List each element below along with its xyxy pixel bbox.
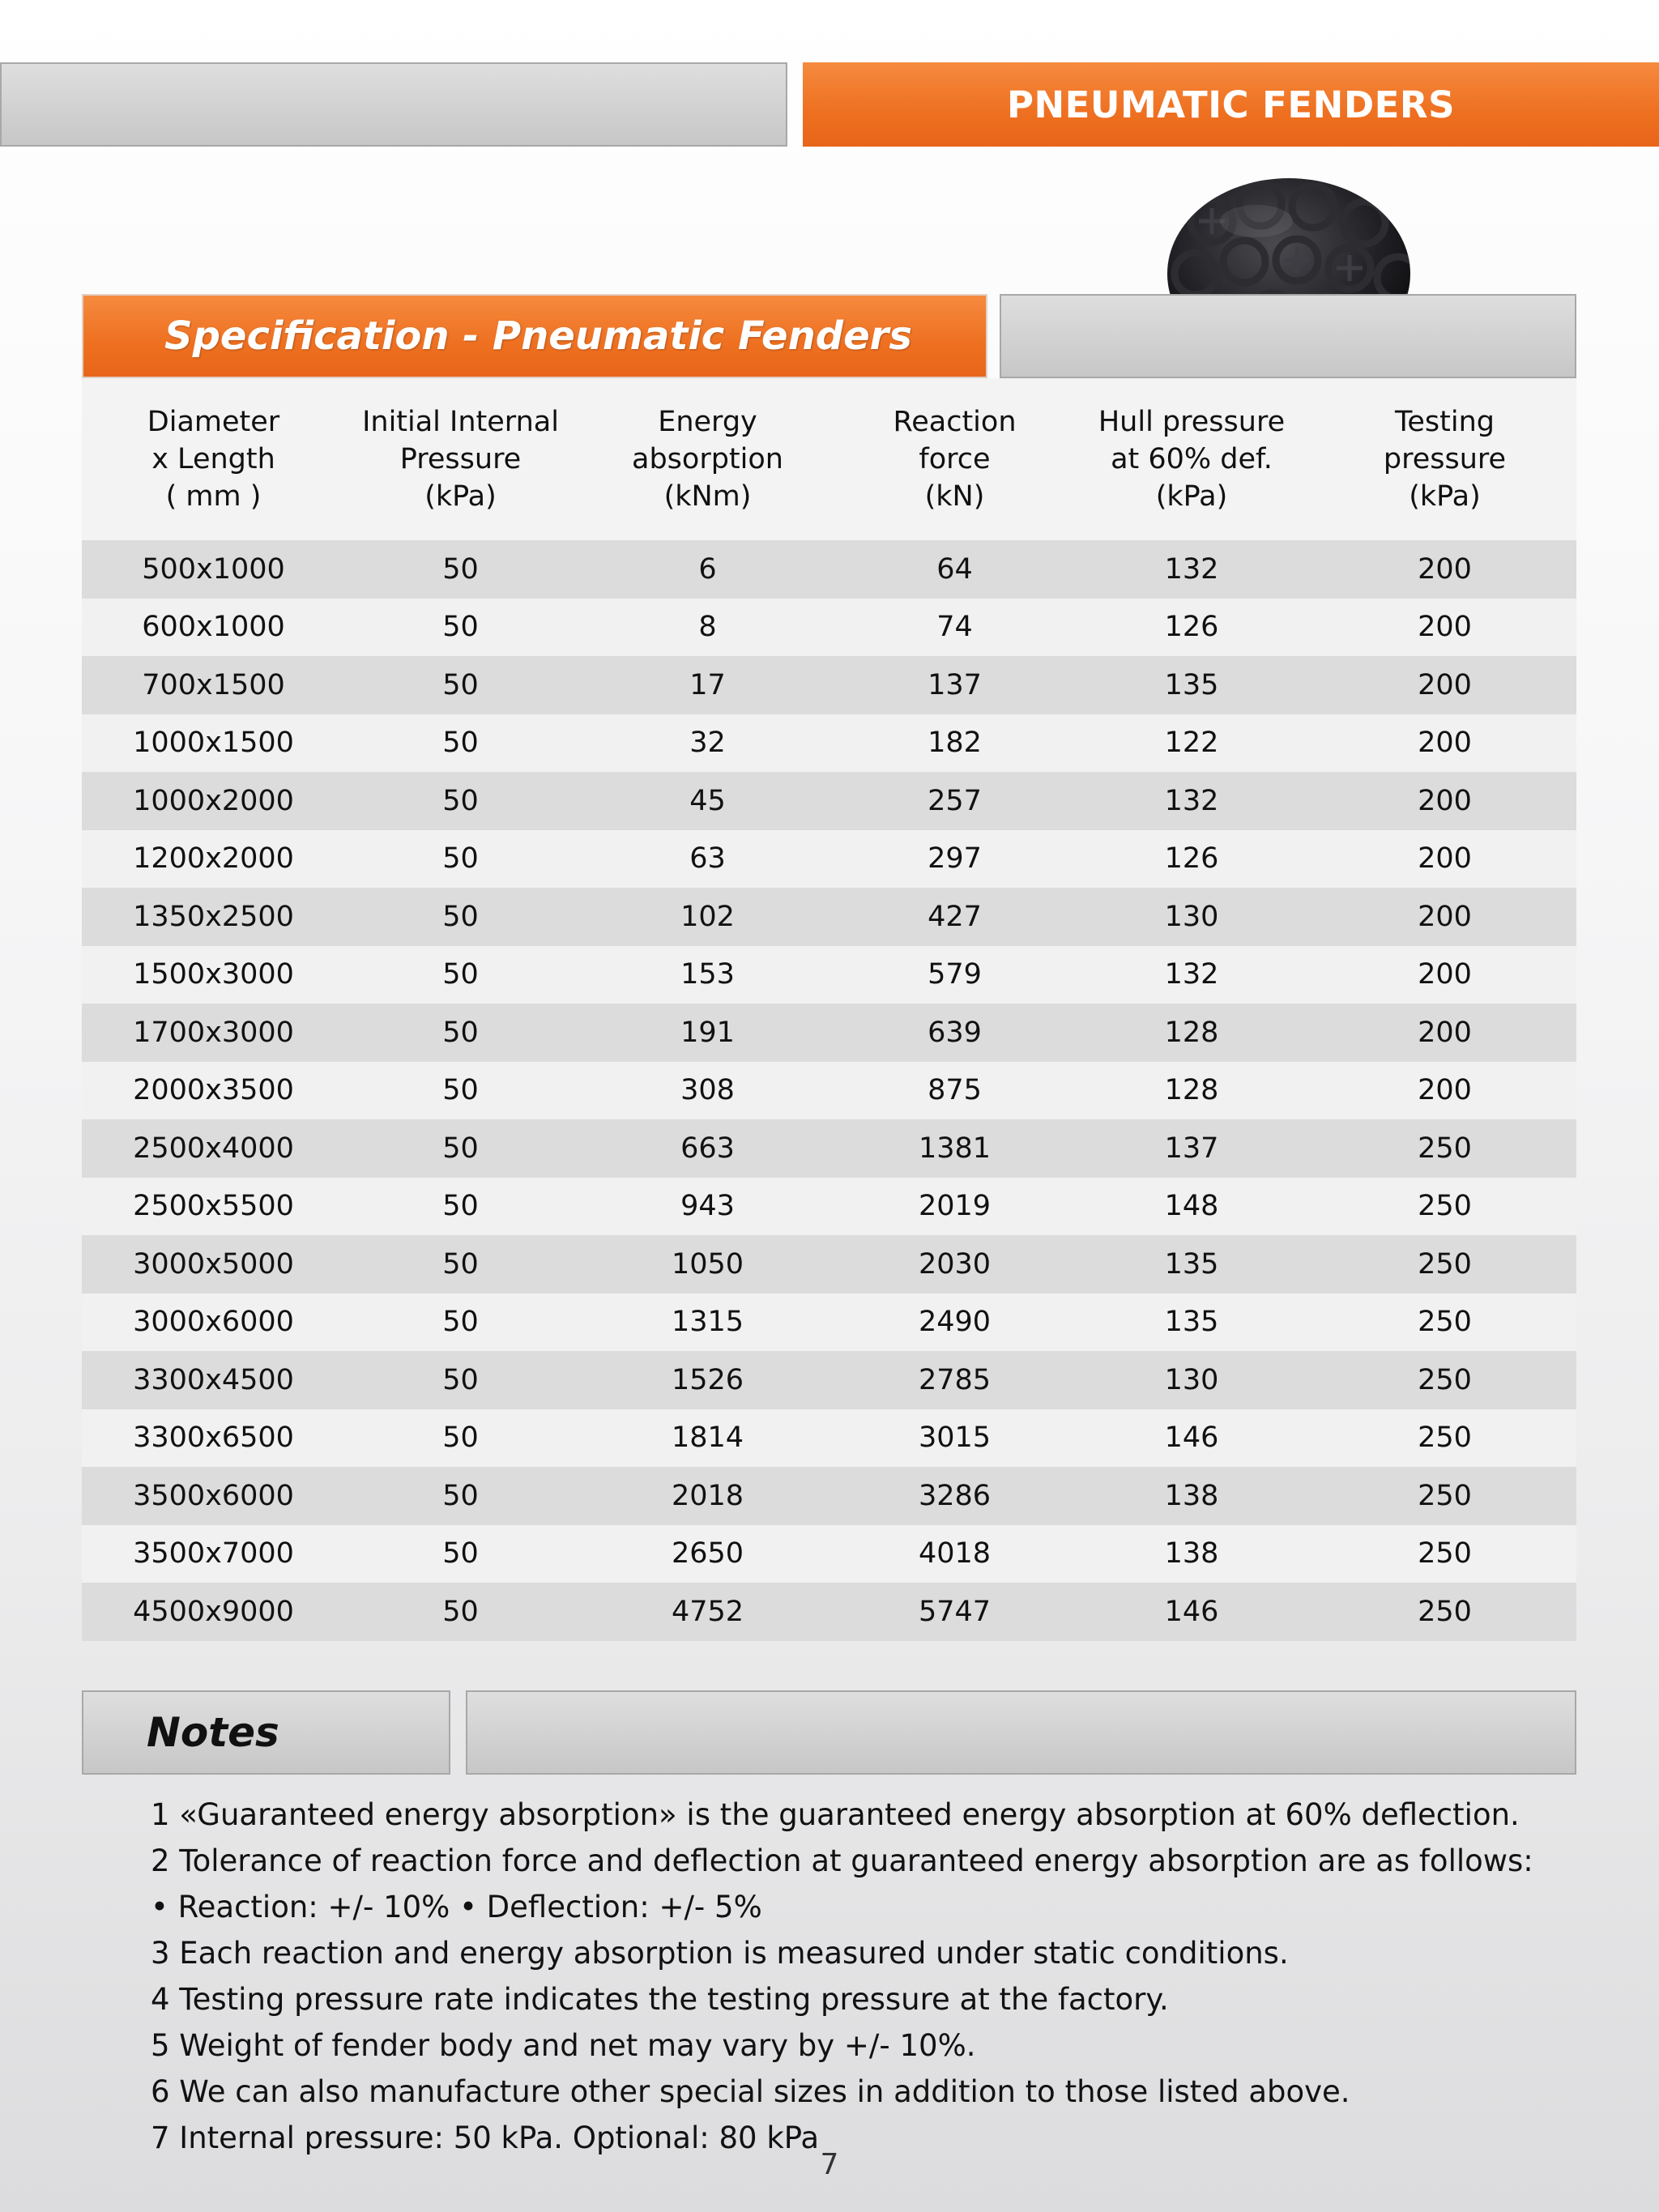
table-cell: 102 xyxy=(576,888,839,946)
table-cell: 943 xyxy=(576,1178,839,1236)
table-cell: 138 xyxy=(1070,1467,1313,1525)
table-cell: 2030 xyxy=(839,1235,1070,1294)
table-cell: 8 xyxy=(576,599,839,657)
note-item: 2 Tolerance of reaction force and deflection at guaranteed energy absorption are as follows: xyxy=(151,1843,1533,1878)
table-cell: 427 xyxy=(839,888,1070,946)
table-cell: 308 xyxy=(576,1062,839,1120)
table-cell: 132 xyxy=(1070,540,1313,599)
table-row xyxy=(82,540,1576,599)
header-reaction-force: Reaction force (kN) xyxy=(839,378,1070,540)
page-number: 7 xyxy=(820,2148,839,2181)
table-cell: 1350x2500 xyxy=(82,888,345,946)
table-cell: 50 xyxy=(345,599,576,657)
table-cell: 6 xyxy=(576,540,839,599)
table-cell: 200 xyxy=(1313,1004,1576,1062)
note-item: • Reaction: +/- 10% • Deflection: +/- 5% xyxy=(151,1890,762,1924)
table-cell: 50 xyxy=(345,946,576,1004)
table-cell: 200 xyxy=(1313,888,1576,946)
table-cell: 3300x4500 xyxy=(82,1351,345,1409)
table-cell: 4752 xyxy=(576,1583,839,1641)
table-row xyxy=(82,1178,1576,1236)
table-cell: 148 xyxy=(1070,1178,1313,1236)
table-cell: 182 xyxy=(839,714,1070,773)
table-cell: 639 xyxy=(839,1004,1070,1062)
table-cell: 3015 xyxy=(839,1409,1070,1468)
table-cell: 130 xyxy=(1070,1351,1313,1409)
table-cell: 1315 xyxy=(576,1294,839,1352)
table-cell: 50 xyxy=(345,830,576,889)
table-cell: 200 xyxy=(1313,599,1576,657)
table-cell: 50 xyxy=(345,1235,576,1294)
table-cell: 45 xyxy=(576,772,839,830)
note-item: 1 «Guaranteed energy absorption» is the guaranteed energy absorption at 60% deflection. xyxy=(151,1797,1520,1832)
note-item: 3 Each reaction and energy absorption is measured under static conditions. xyxy=(151,1936,1289,1971)
table-row xyxy=(82,1583,1576,1641)
table-cell: 579 xyxy=(839,946,1070,1004)
table-cell: 250 xyxy=(1313,1583,1576,1641)
table-cell: 4018 xyxy=(839,1525,1070,1583)
table-cell: 875 xyxy=(839,1062,1070,1120)
header-testing-pressure: Testing pressure (kPa) xyxy=(1313,378,1576,540)
table-cell: 600x1000 xyxy=(82,599,345,657)
table-cell: 50 xyxy=(345,1351,576,1409)
table-cell: 1000x2000 xyxy=(82,772,345,830)
table-row xyxy=(82,1062,1576,1120)
note-item: 4 Testing pressure rate indicates the testing pressure at the factory. xyxy=(151,1982,1169,2017)
header-hull-pressure: Hull pressure at 60% def. (kPa) xyxy=(1070,378,1313,540)
table-cell: 50 xyxy=(345,1467,576,1525)
table-row xyxy=(82,946,1576,1004)
table-cell: 126 xyxy=(1070,830,1313,889)
table-body xyxy=(82,540,1576,1641)
note-item: 7 Internal pressure: 50 kPa. Optional: 80 kPa xyxy=(151,2120,820,2155)
notes-list xyxy=(151,1792,1609,2161)
notes-title: Notes xyxy=(147,1709,279,1756)
table-cell: 137 xyxy=(1070,1119,1313,1178)
header-initial-pressure: Initial Internal Pressure (kPa) xyxy=(345,378,576,540)
table-cell: 50 xyxy=(345,1583,576,1641)
table-cell: 50 xyxy=(345,888,576,946)
table-cell: 3500x7000 xyxy=(82,1525,345,1583)
table-cell: 63 xyxy=(576,830,839,889)
table-cell: 138 xyxy=(1070,1525,1313,1583)
table-row xyxy=(82,1525,1576,1583)
table-cell: 50 xyxy=(345,714,576,773)
table-cell: 4500x9000 xyxy=(82,1583,345,1641)
table-row xyxy=(82,1004,1576,1062)
table-cell: 50 xyxy=(345,1119,576,1178)
notes-title-bar xyxy=(82,1690,450,1775)
table-cell: 2018 xyxy=(576,1467,839,1525)
table-cell: 250 xyxy=(1313,1351,1576,1409)
table-cell: 122 xyxy=(1070,714,1313,773)
table-cell: 135 xyxy=(1070,1294,1313,1352)
table-cell: 135 xyxy=(1070,1235,1313,1294)
table-cell: 64 xyxy=(839,540,1070,599)
table-cell: 126 xyxy=(1070,599,1313,657)
table-cell: 1500x3000 xyxy=(82,946,345,1004)
table-row xyxy=(82,1235,1576,1294)
table-cell: 700x1500 xyxy=(82,656,345,714)
table-row xyxy=(82,830,1576,889)
table-cell: 74 xyxy=(839,599,1070,657)
table-row xyxy=(82,714,1576,773)
table-cell: 2500x4000 xyxy=(82,1119,345,1178)
table-row xyxy=(82,888,1576,946)
table-cell: 3000x6000 xyxy=(82,1294,345,1352)
table-cell: 200 xyxy=(1313,946,1576,1004)
table-cell: 250 xyxy=(1313,1525,1576,1583)
table-cell: 257 xyxy=(839,772,1070,830)
spec-title: Specification - Pneumatic Fenders xyxy=(164,313,912,359)
table-cell: 2490 xyxy=(839,1294,1070,1352)
table-cell: 250 xyxy=(1313,1178,1576,1236)
table-cell: 128 xyxy=(1070,1004,1313,1062)
table-cell: 1381 xyxy=(839,1119,1070,1178)
table-cell: 200 xyxy=(1313,656,1576,714)
table-cell: 200 xyxy=(1313,540,1576,599)
table-row xyxy=(82,1409,1576,1468)
table-cell: 153 xyxy=(576,946,839,1004)
table-cell: 2500x5500 xyxy=(82,1178,345,1236)
table-cell: 50 xyxy=(345,540,576,599)
table-cell: 200 xyxy=(1313,714,1576,773)
table-cell: 200 xyxy=(1313,1062,1576,1120)
table-row xyxy=(82,599,1576,657)
table-cell: 250 xyxy=(1313,1467,1576,1525)
table-cell: 50 xyxy=(345,772,576,830)
table-row xyxy=(82,772,1576,830)
table-cell: 146 xyxy=(1070,1409,1313,1468)
table-cell: 1526 xyxy=(576,1351,839,1409)
table-cell: 3300x6500 xyxy=(82,1409,345,1468)
table-row xyxy=(82,1294,1576,1352)
table-cell: 3000x5000 xyxy=(82,1235,345,1294)
table-cell: 3500x6000 xyxy=(82,1467,345,1525)
table-cell: 2650 xyxy=(576,1525,839,1583)
table-cell: 2785 xyxy=(839,1351,1070,1409)
table-cell: 1200x2000 xyxy=(82,830,345,889)
table-cell: 663 xyxy=(576,1119,839,1178)
table-cell: 1000x1500 xyxy=(82,714,345,773)
header-diameter: Diameter x Length ( mm ) xyxy=(82,378,345,540)
table-cell: 128 xyxy=(1070,1062,1313,1120)
table-cell: 1814 xyxy=(576,1409,839,1468)
table-cell: 200 xyxy=(1313,830,1576,889)
table-row xyxy=(82,656,1576,714)
table-cell: 250 xyxy=(1313,1409,1576,1468)
table-cell: 5747 xyxy=(839,1583,1070,1641)
header-grey-bar xyxy=(0,62,787,147)
table-cell: 50 xyxy=(345,1409,576,1468)
table-cell: 191 xyxy=(576,1004,839,1062)
table-cell: 17 xyxy=(576,656,839,714)
table-cell: 50 xyxy=(345,1062,576,1120)
table-cell: 50 xyxy=(345,1525,576,1583)
table-cell: 297 xyxy=(839,830,1070,889)
note-item: 6 We can also manufacture other special sizes in addition to those listed above. xyxy=(151,2074,1350,2109)
table-row xyxy=(82,1119,1576,1178)
table-cell: 50 xyxy=(345,1294,576,1352)
table-header-row xyxy=(82,378,1576,540)
header-title-bar xyxy=(803,62,1659,147)
table-cell: 130 xyxy=(1070,888,1313,946)
table-cell: 137 xyxy=(839,656,1070,714)
table-cell: 3286 xyxy=(839,1467,1070,1525)
table-cell: 50 xyxy=(345,1178,576,1236)
table-cell: 2019 xyxy=(839,1178,1070,1236)
header-energy-absorption: Energy absorption (kNm) xyxy=(576,378,839,540)
specification-table xyxy=(82,378,1576,1641)
table-cell: 250 xyxy=(1313,1119,1576,1178)
table-row xyxy=(82,1351,1576,1409)
table-row xyxy=(82,1467,1576,1525)
table-cell: 146 xyxy=(1070,1583,1313,1641)
table-cell: 1050 xyxy=(576,1235,839,1294)
table-cell: 500x1000 xyxy=(82,540,345,599)
table-cell: 135 xyxy=(1070,656,1313,714)
page-title: PNEUMATIC FENDERS xyxy=(1007,83,1455,126)
table-cell: 50 xyxy=(345,1004,576,1062)
table-cell: 2000x3500 xyxy=(82,1062,345,1120)
table-cell: 132 xyxy=(1070,772,1313,830)
table-cell: 250 xyxy=(1313,1235,1576,1294)
spec-grey-bar xyxy=(1000,294,1576,378)
table-cell: 1700x3000 xyxy=(82,1004,345,1062)
table-cell: 200 xyxy=(1313,772,1576,830)
notes-grey-bar xyxy=(466,1690,1576,1775)
table-cell: 132 xyxy=(1070,946,1313,1004)
spec-title-bar xyxy=(82,294,987,378)
table-cell: 50 xyxy=(345,656,576,714)
table-cell: 250 xyxy=(1313,1294,1576,1352)
table-cell: 32 xyxy=(576,714,839,773)
note-item: 5 Weight of fender body and net may vary by +/- 10%. xyxy=(151,2028,976,2063)
